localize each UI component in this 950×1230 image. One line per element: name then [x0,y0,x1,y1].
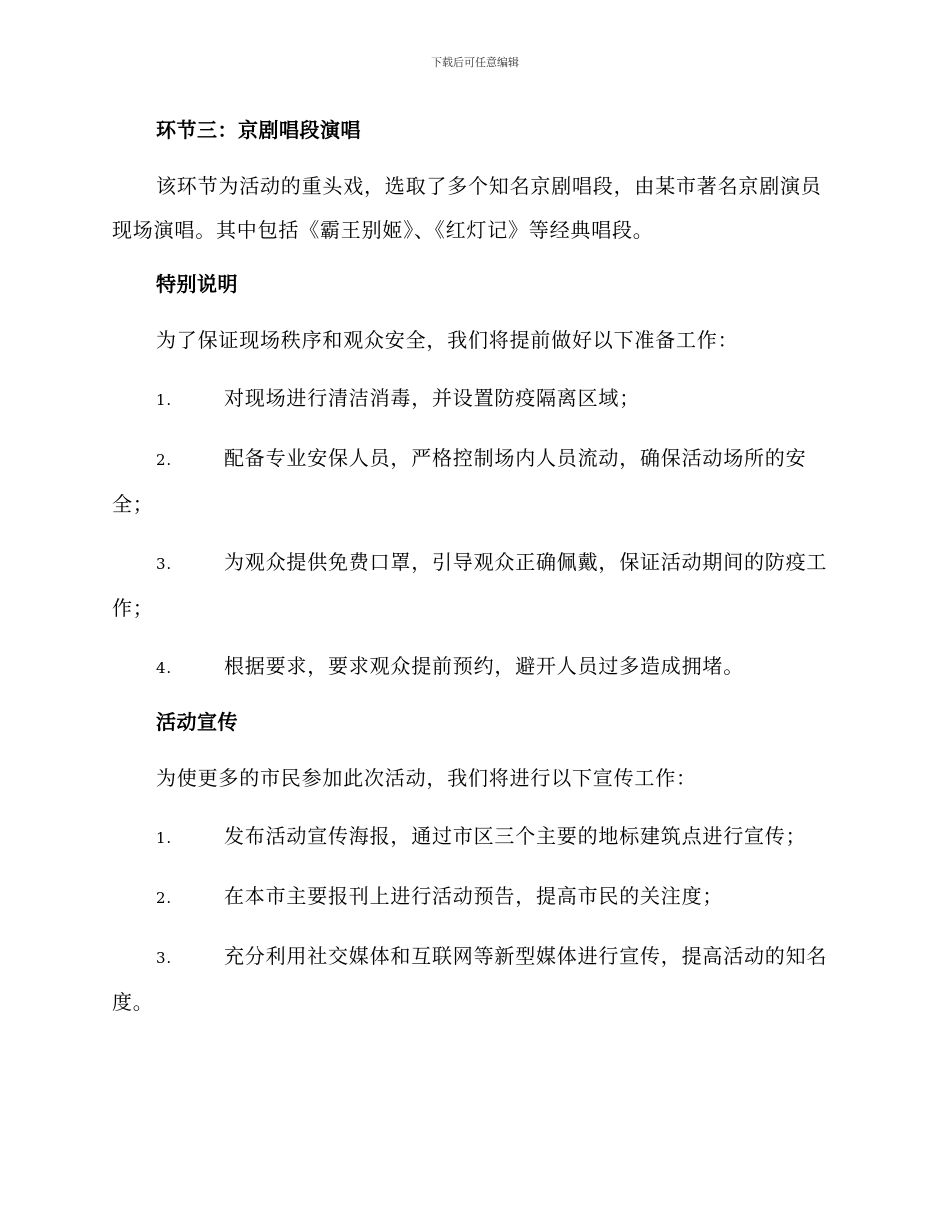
special-notes-heading: 特别说明 [156,272,238,296]
list-text: 在本市主要报刊上进行活动预告，提高市民的关注度； [224,884,724,908]
list-text: 对现场进行清洁消毒，并设置防疫隔离区域； [224,386,640,410]
promo-list-item [112,934,834,1024]
document-body [112,112,834,1024]
promo-list-item [112,814,834,860]
list-number: 3. [156,949,172,967]
list-number: 4. [156,659,172,677]
section3-heading: 环节三：京剧唱段演唱 [156,118,361,142]
list-text: 充分利用社交媒体和互联网等新型媒体进行宣传，提高活动的知名度。 [112,944,828,1014]
page-header-note: 下载后可任意编辑 [431,56,519,69]
special-notes-intro: 为了保证现场秩序和观众安全，我们将提前做好以下准备工作： [156,328,739,352]
list-text: 配备专业安保人员，严格控制场内人员流动，确保活动场所的安全； [112,446,807,516]
list-number: 1. [156,391,172,409]
section3-paragraph: 该环节为活动的重头戏，选取了多个知名京剧唱段，由某市著名京剧演员现场演唱。其中包括《霸王别姬》、《红灯记》等经典唱段。 [112,174,822,242]
list-number: 3. [156,555,172,573]
list-number: 2. [156,889,172,907]
promotion-intro: 为使更多的市民参加此次活动，我们将进行以下宣传工作： [156,766,697,790]
special-list-item [112,436,834,526]
special-list-item [112,540,834,630]
special-list-item [112,376,834,422]
promotion-heading: 活动宣传 [156,710,238,734]
promo-list-item [112,874,834,920]
list-number: 1. [156,829,172,847]
list-text: 根据要求，要求观众提前预约，避开人员过多造成拥堵。 [224,654,744,678]
special-list-item [112,644,834,690]
list-number: 2. [156,451,172,469]
list-text: 发布活动宣传海报，通过市区三个主要的地标建筑点进行宣传； [224,824,807,848]
list-text: 为观众提供免费口罩，引导观众正确佩戴，保证活动期间的防疫工作； [112,550,828,620]
